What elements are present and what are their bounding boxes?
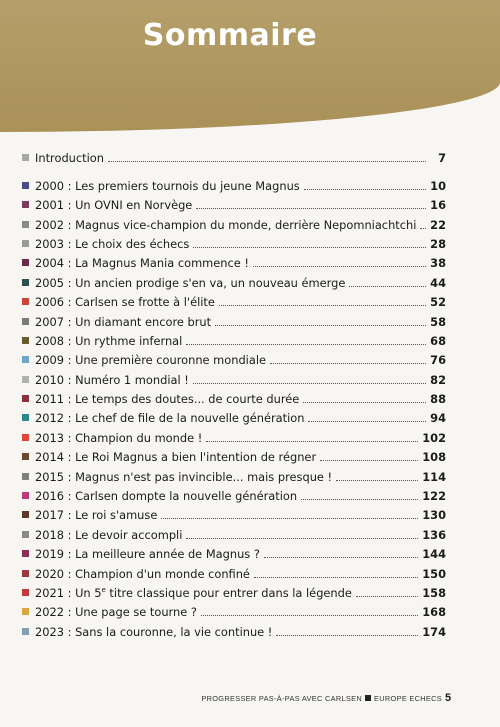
toc-entry-page: 174 (422, 624, 446, 639)
leader-dots (186, 344, 426, 345)
toc-entry-page: 150 (422, 566, 446, 581)
leader-dots (303, 402, 426, 403)
toc-entry-page: 168 (422, 605, 446, 620)
toc-entry[interactable] (22, 193, 446, 212)
toc-entry[interactable] (22, 406, 446, 425)
square-separator-icon (365, 695, 371, 701)
color-square (22, 298, 29, 305)
toc-entry-label: 2020 : Champion d'un monde confiné (35, 566, 250, 581)
color-square (22, 376, 29, 383)
color-square (22, 531, 29, 538)
toc-entry[interactable] (22, 464, 446, 483)
toc-entry-page: 88 (430, 392, 446, 407)
leader-dots (193, 247, 426, 248)
toc-entry-introduction[interactable] (22, 146, 446, 165)
toc-entry-page: 76 (430, 353, 446, 368)
footer-book-title: PROGRESSER PAS-À-PAS AVEC CARLSEN (201, 694, 363, 703)
toc-entry-label: 2023 : Sans la couronne, la vie continue ! (35, 624, 273, 639)
page-number: 5 (445, 692, 452, 704)
toc-entry-page: 16 (430, 198, 446, 213)
leader-dots (356, 596, 418, 597)
toc-entry-page: 130 (422, 508, 446, 523)
running-footer (0, 694, 442, 703)
toc-entry-page: 136 (422, 527, 446, 542)
color-square (22, 318, 29, 325)
leader-dots (193, 383, 426, 384)
color-square (22, 550, 29, 557)
toc-entry-label: 2021 : Un 5e titre classique pour entrer dans la légende (35, 585, 352, 600)
color-square (22, 182, 29, 189)
leader-dots (270, 363, 426, 364)
toc-entry[interactable] (22, 542, 446, 561)
color-square (22, 337, 29, 344)
toc-entry-label: 2016 : Carlsen dompte la nouvelle génération (35, 489, 298, 504)
toc-entry-label: 2004 : La Magnus Mania commence ! (35, 256, 249, 271)
color-square (22, 240, 29, 247)
color-square (22, 511, 29, 518)
toc-entry[interactable] (22, 290, 446, 309)
color-square (22, 473, 29, 480)
color-square (22, 434, 29, 441)
leader-dots (308, 421, 426, 422)
leader-dots (253, 266, 426, 267)
leader-dots (254, 577, 418, 578)
color-square (22, 608, 29, 615)
toc-entry[interactable] (22, 581, 446, 600)
toc-entry[interactable] (22, 445, 446, 464)
toc-entry-page: 52 (430, 295, 446, 310)
toc-entry-page: 7 (438, 151, 446, 166)
toc-entry-page: 114 (422, 469, 446, 484)
toc-entry-label: 2000 : Les premiers tournois du jeune Magnus (35, 178, 300, 193)
leader-dots (276, 635, 418, 636)
toc-entry-label: 2014 : Le Roi Magnus a bien l'intention de régner (35, 450, 317, 465)
color-square (22, 259, 29, 266)
toc-entry-label: 2013 : Champion du monde ! (35, 430, 203, 445)
color-square (22, 154, 29, 161)
leader-dots (161, 518, 418, 519)
toc-entry-page: 58 (430, 314, 446, 329)
table-of-contents (22, 146, 446, 639)
color-square (22, 395, 29, 402)
leader-dots (349, 286, 426, 287)
toc-entry-page: 38 (430, 256, 446, 271)
color-square (22, 279, 29, 286)
leader-dots (420, 228, 426, 229)
toc-entry[interactable] (22, 329, 446, 348)
toc-entry-page: 82 (430, 372, 446, 387)
color-square (22, 356, 29, 363)
toc-entry-label: 2018 : Le devoir accompli (35, 527, 183, 542)
toc-entry-page: 144 (422, 547, 446, 562)
leader-dots (206, 441, 418, 442)
toc-entry-label: 2012 : Le chef de file de la nouvelle génération (35, 411, 305, 426)
toc-entry-page: 108 (422, 450, 446, 465)
color-square (22, 570, 29, 577)
toc-entry[interactable] (22, 270, 446, 289)
color-square (22, 453, 29, 460)
toc-entry-label: 2006 : Carlsen se frotte à l'élite (35, 295, 215, 310)
color-square (22, 628, 29, 635)
toc-entry-page: 68 (430, 333, 446, 348)
toc-entry[interactable] (22, 212, 446, 231)
toc-entry-label: 2002 : Magnus vice-champion du monde, derrière Nepomniachtchi (35, 217, 417, 232)
toc-entry[interactable] (22, 619, 446, 638)
toc-entry-page: 28 (430, 236, 446, 251)
color-square (22, 414, 29, 421)
toc-entry-page: 102 (422, 430, 446, 445)
leader-dots (301, 499, 418, 500)
toc-entry[interactable] (22, 367, 446, 386)
toc-entry[interactable] (22, 425, 446, 444)
color-square (22, 201, 29, 208)
toc-entry-page: 22 (430, 217, 446, 232)
toc-entry-page: 10 (430, 178, 446, 193)
toc-entry[interactable] (22, 522, 446, 541)
leader-dots (264, 557, 418, 558)
toc-entry[interactable] (22, 503, 446, 522)
toc-entry-label: 2005 : Un ancien prodige s'en va, un nouveau émerge (35, 275, 346, 290)
toc-entry-label: 2011 : Le temps des doutes... de courte durée (35, 392, 300, 407)
toc-entry-label: 2008 : Un rythme infernal (35, 333, 183, 348)
toc-entry-label: 2019 : La meilleure année de Magnus ? (35, 547, 260, 562)
toc-entry-label: 2010 : Numéro 1 mondial ! (35, 372, 189, 387)
toc-entry-label: 2017 : Le roi s'amuse (35, 508, 158, 523)
toc-entry[interactable] (22, 561, 446, 580)
color-square (22, 492, 29, 499)
toc-entry-page: 44 (430, 275, 446, 290)
toc-entry-label: 2007 : Un diamant encore brut (35, 314, 212, 329)
toc-entry[interactable] (22, 232, 446, 251)
toc-entry-page: 94 (430, 411, 446, 426)
toc-entry-label: 2015 : Magnus n'est pas invincible... mais presque ! (35, 469, 333, 484)
color-square (22, 221, 29, 228)
toc-entry[interactable] (22, 387, 446, 406)
leader-dots (186, 538, 418, 539)
toc-entry-label: 2003 : Le choix des échecs (35, 236, 190, 251)
leader-dots (215, 325, 426, 326)
toc-entry-label: 2001 : Un OVNI en Norvège (35, 198, 193, 213)
toc-entry-page: 158 (422, 585, 446, 600)
leader-dots (304, 189, 426, 190)
toc-entry-label: Introduction (35, 151, 104, 166)
leader-dots (336, 480, 418, 481)
toc-entry[interactable] (22, 309, 446, 328)
toc-entry-label: 2009 : Une première couronne mondiale (35, 353, 267, 368)
leader-dots (320, 460, 418, 461)
leader-dots (219, 305, 426, 306)
footer-publisher: EUROPE ECHECS (374, 694, 442, 703)
page-title: Sommaire (142, 18, 318, 53)
color-square (22, 589, 29, 596)
toc-entry[interactable] (22, 600, 446, 619)
leader-dots (201, 615, 418, 616)
leader-dots (108, 161, 426, 162)
toc-entry-page: 122 (422, 489, 446, 504)
toc-entry[interactable] (22, 173, 446, 192)
toc-entry-label: 2022 : Une page se tourne ? (35, 605, 197, 620)
toc-entry[interactable] (22, 348, 446, 367)
toc-entry[interactable] (22, 484, 446, 503)
toc-entries (22, 173, 446, 638)
leader-dots (196, 208, 426, 209)
toc-entry[interactable] (22, 251, 446, 270)
